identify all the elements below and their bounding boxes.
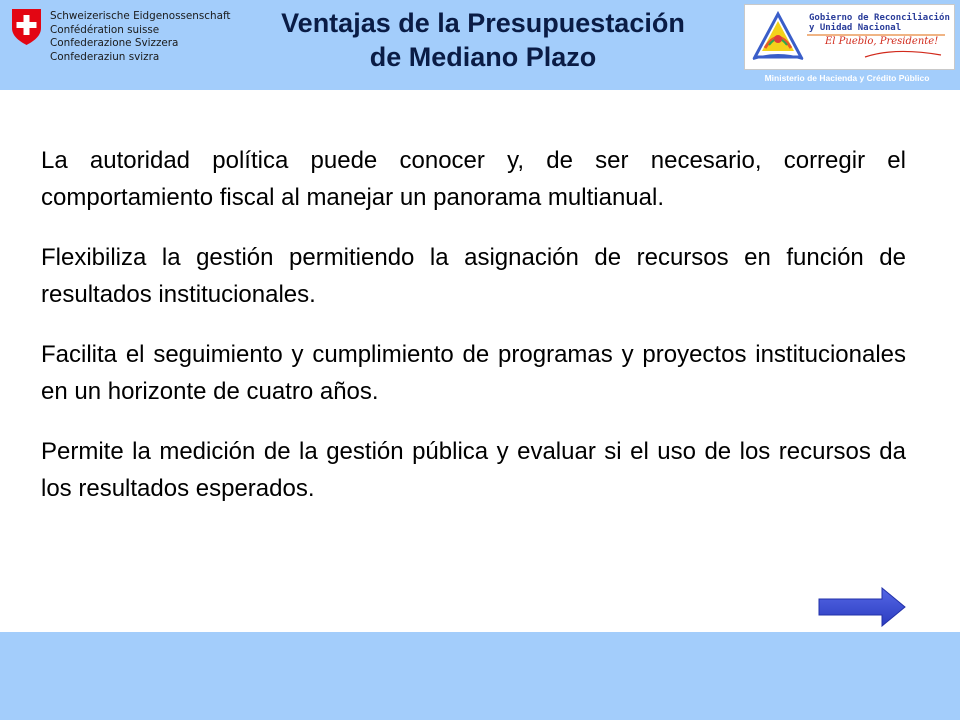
slide-title <box>238 6 728 74</box>
slide-title-line-1: Ventajas de la Presupuestación <box>281 8 685 38</box>
swiss-cross-shield-icon <box>10 8 43 46</box>
swiss-name-romansh: Confederaziun svizra <box>50 50 160 63</box>
government-logo-line-2: y Unidad Nacional <box>809 23 902 33</box>
body-paragraph-4: Permite la medición de la gestión pública y evaluar si el uso de los recursos da los resultados esperados. <box>41 438 906 502</box>
swiss-confederation-names <box>50 10 231 64</box>
government-logo-slogan: El Pueblo, Presidente! <box>825 36 939 47</box>
header-band <box>0 0 960 90</box>
next-slide-button[interactable] <box>818 587 906 627</box>
body-paragraph-3: Facilita el seguimiento y cumplimiento de programas y proyectos institucionales en un horizonte de cuatro años. <box>41 341 906 405</box>
body-paragraph-2: Flexibiliza la gestión permitiendo la asignación de recursos en función de resultados institucionales. <box>41 244 906 308</box>
body-paragraph-1: La autoridad política puede conocer y, de ser necesario, corregir el comportamiento fiscal al manejar un panorama multianual. <box>41 147 906 211</box>
government-logo <box>744 4 955 70</box>
swiss-name-german: Schweizerische Eidgenossenschaft <box>50 10 231 22</box>
swiss-name-italian: Confederazione Svizzera <box>50 37 179 50</box>
slide-body <box>41 142 906 530</box>
government-logo-line-1: Gobierno de Reconciliación <box>809 13 950 23</box>
right-arrow-icon <box>818 587 906 627</box>
footer-band <box>0 632 960 720</box>
slide-title-line-2: de Mediano Plazo <box>369 42 597 72</box>
swiss-name-french: Confédération suisse <box>50 23 160 36</box>
swiss-confederation-logo <box>10 8 250 68</box>
ministry-label: Ministerio de Hacienda y Crédito Público <box>764 73 930 83</box>
